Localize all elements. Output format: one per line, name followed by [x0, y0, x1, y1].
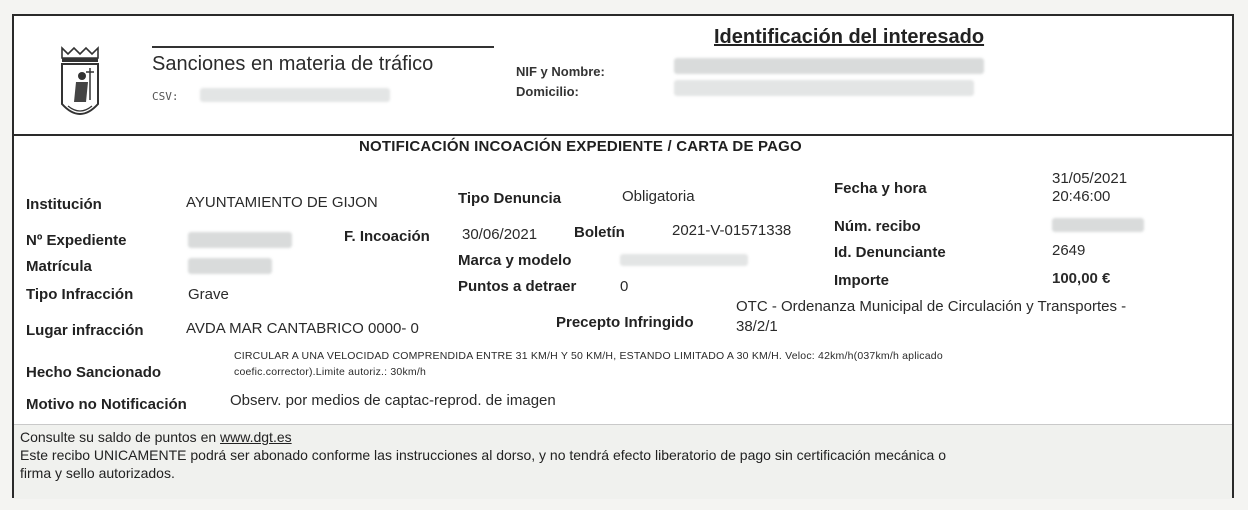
points-value: 0	[620, 278, 629, 295]
initiation-date-value: 30/06/2021	[462, 226, 538, 243]
violated-rule-label: Precepto Infringido	[556, 314, 694, 331]
address-label: Domicilio:	[516, 84, 579, 99]
amount-value: 100,00 €	[1052, 270, 1111, 287]
complaint-type-label: Tipo Denuncia	[458, 190, 562, 207]
date-value: 31/05/2021	[1052, 170, 1128, 187]
date-time-label: Fecha y hora	[834, 180, 927, 197]
violated-rule-line-1: OTC - Ordenanza Municipal de Circulación y Transportes -	[736, 298, 1127, 315]
infraction-type-label: Tipo Infracción	[26, 286, 134, 303]
csv-label: CSV:	[152, 90, 179, 103]
file-number-redacted	[188, 232, 292, 248]
coat-of-arms-icon	[54, 46, 106, 126]
notice-category-title: Sanciones en materia de tráfico	[152, 53, 434, 75]
address-redacted	[674, 80, 974, 96]
time-value: 20:46:00	[1052, 188, 1111, 205]
payment-instructions-line-1: Este recibo UNICAMENTE podrá ser abonado conforme las instrucciones al dorso, y no tendrá efecto liberatorio de pago sin certificación mecánica o	[20, 447, 947, 463]
plate-redacted	[188, 258, 272, 274]
bulletin-value: 2021-V-01571338	[672, 222, 792, 239]
amount-label: Importe	[834, 272, 890, 289]
dgt-link[interactable]: www.dgt.es	[220, 429, 292, 445]
payment-notice-sheet	[12, 14, 1234, 498]
reporter-id-label: Id. Denunciante	[834, 244, 946, 261]
complaint-type-value: Obligatoria	[622, 188, 695, 205]
receipt-number-label: Núm. recibo	[834, 218, 921, 235]
infraction-place-value: AVDA MAR CANTABRICO 0000- 0	[186, 320, 419, 337]
receipt-number-redacted	[1052, 218, 1144, 232]
offense-label: Hecho Sancionado	[26, 364, 162, 381]
nif-name-label: NIF y Nombre:	[516, 64, 605, 79]
file-number-label: Nº Expediente	[26, 232, 127, 249]
make-model-redacted	[620, 254, 748, 266]
violated-rule-line-2: 38/2/1	[736, 318, 778, 335]
offense-line-2: coefic.corrector).Limite autoriz.: 30km/h	[234, 366, 427, 378]
infraction-place-label: Lugar infracción	[26, 322, 144, 339]
title-rule	[152, 46, 494, 48]
infraction-type-value: Grave	[188, 286, 229, 303]
non-notification-reason-value: Observ. por medios de captac-reprod. de imagen	[230, 392, 556, 409]
reporter-id-value: 2649	[1052, 242, 1086, 259]
offense-line-1: CIRCULAR A UNA VELOCIDAD COMPRENDIDA ENTRE 31 KM/H Y 50 KM/H, ESTANDO LIMITADO A 30 KM/H. Veloc: 42km/h(037km/h aplicado	[234, 350, 943, 362]
bulletin-label: Boletín	[574, 224, 625, 241]
nif-name-redacted	[674, 58, 984, 74]
document-title: NOTIFICACIÓN INCOACIÓN EXPEDIENTE / CARTA DE PAGO	[359, 138, 802, 155]
institution-value: AYUNTAMIENTO DE GIJON	[186, 194, 378, 211]
csv-redacted	[200, 88, 390, 102]
notice-footer	[14, 424, 1232, 499]
notice-header	[14, 16, 1232, 136]
points-balance-text: Consulte su saldo de puntos en	[20, 429, 221, 445]
points-balance-line	[20, 429, 292, 445]
payment-instructions-line-2: firma y sello autorizados.	[20, 465, 175, 481]
make-model-label: Marca y modelo	[458, 252, 572, 269]
plate-label: Matrícula	[26, 258, 92, 275]
institution-label: Institución	[26, 196, 102, 213]
non-notification-reason-label: Motivo no Notificación	[26, 396, 187, 413]
interested-party-title: Identificación del interesado	[714, 26, 985, 48]
initiation-date-label: F. Incoación	[344, 228, 430, 245]
points-label: Puntos a detraer	[458, 278, 577, 295]
